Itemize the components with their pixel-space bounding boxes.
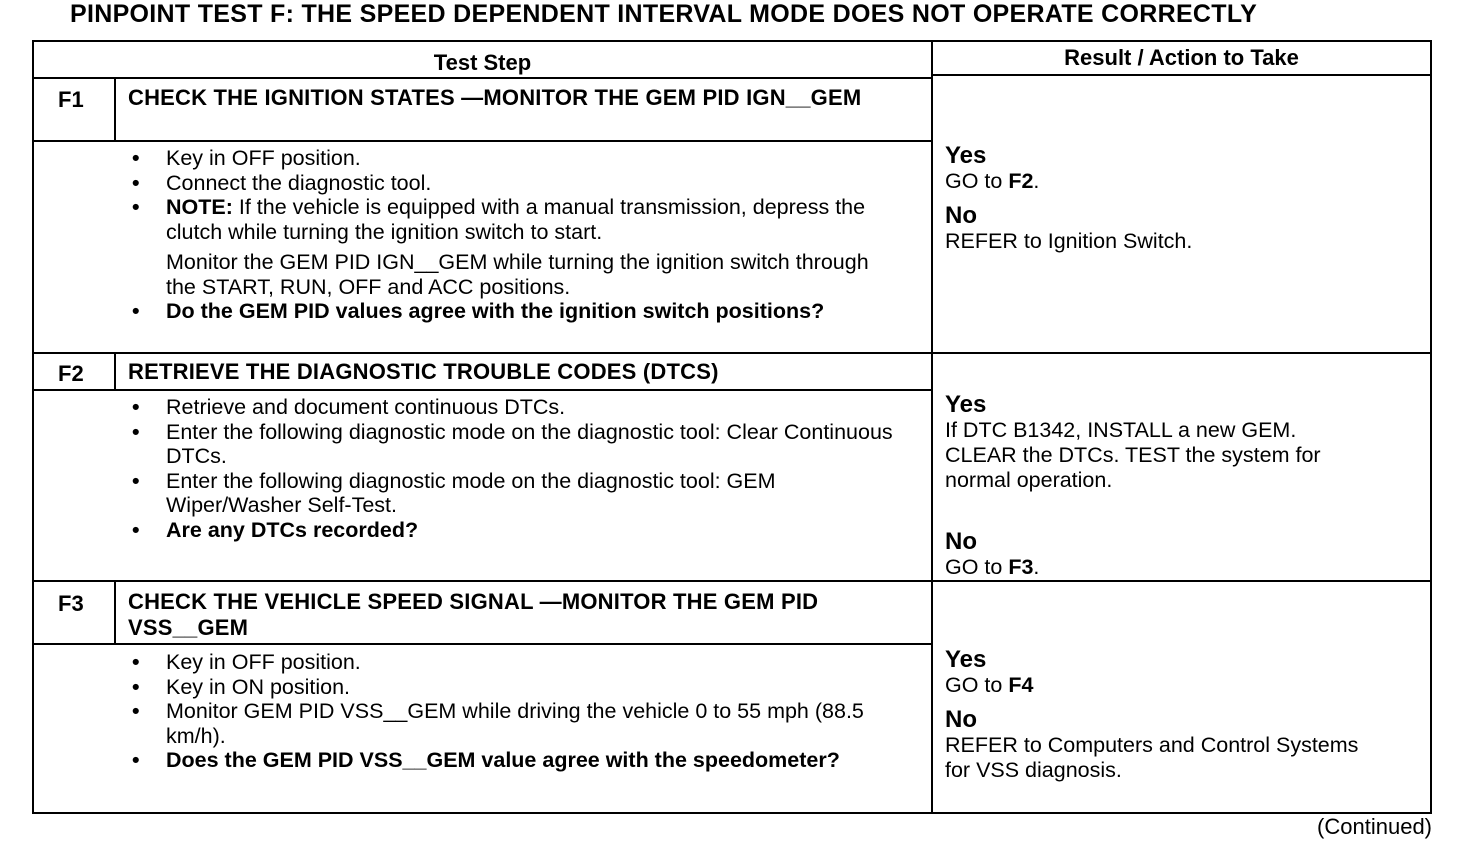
result-f3 bbox=[945, 646, 1385, 783]
id-divider-f1 bbox=[114, 78, 116, 140]
header-rule-right bbox=[932, 74, 1432, 76]
yes-action: GO to F2. bbox=[945, 169, 1040, 193]
result-f1 bbox=[945, 142, 1385, 254]
instruction-item: • Monitor GEM PID VSS__GEM while driving the vehicle 0 to 55 mph (88.5 km/h). bbox=[132, 699, 864, 748]
result-header: Result / Action to Take bbox=[1064, 45, 1299, 70]
no-action: REFER to Ignition Switch. bbox=[945, 229, 1193, 253]
header-rule bbox=[32, 77, 932, 79]
step-id-f2: F2 bbox=[58, 361, 84, 386]
f2-f3-separator bbox=[32, 580, 1432, 582]
result-f2 bbox=[945, 391, 1370, 580]
f1-title-rule bbox=[32, 140, 932, 142]
step-instructions-f2 bbox=[128, 395, 903, 542]
column-divider bbox=[931, 40, 933, 812]
f2-title-rule bbox=[32, 389, 932, 391]
yes-action: GO to F4 bbox=[945, 673, 1034, 697]
step-question: • Are any DTCs recorded? bbox=[132, 517, 419, 542]
step-instructions-f3 bbox=[128, 650, 898, 773]
no-action: REFER to Computers and Control Systems for VSS diagnosis. bbox=[945, 733, 1359, 782]
f3-title-rule bbox=[32, 643, 932, 645]
test-step-header: Test Step bbox=[433, 50, 532, 75]
instruction-item: • Enter the following diagnostic mode on the diagnostic tool: Clear Continuous DTCs. bbox=[132, 419, 893, 468]
id-divider-f2 bbox=[114, 353, 116, 389]
yes-action: If DTC B1342, INSTALL a new GEM. CLEAR the DTCs. TEST the system for normal operation. bbox=[945, 418, 1321, 492]
instruction-item: • Connect the diagnostic tool. bbox=[132, 170, 432, 195]
instruction-item: • Retrieve and document continuous DTCs. bbox=[132, 395, 566, 419]
step-title-f1: CHECK THE IGNITION STATES —MONITOR THE GEM PID IGN__GEM bbox=[128, 85, 862, 110]
f1-f2-separator bbox=[32, 352, 1432, 354]
step-title-f3: CHECK THE VEHICLE SPEED SIGNAL —MONITOR THE GEM PID VSS__GEM bbox=[128, 589, 819, 640]
instruction-item: • Key in OFF position. bbox=[132, 146, 361, 170]
step-question: • Do the GEM PID values agree with the ignition switch positions? bbox=[132, 299, 825, 323]
page-title: PINPOINT TEST F: THE SPEED DEPENDENT INTERVAL MODE DOES NOT OPERATE CORRECTLY bbox=[70, 0, 1258, 28]
step-id-f3: F3 bbox=[58, 591, 84, 616]
instruction-item: • Key in ON position. bbox=[132, 674, 351, 699]
no-label: No bbox=[945, 706, 977, 733]
instruction-item: • Enter the following diagnostic mode on the diagnostic tool: GEM Wiper/Washer Self-Test. bbox=[132, 468, 776, 517]
note-label: NOTE: bbox=[166, 195, 233, 219]
step-title-f2: RETRIEVE THE DIAGNOSTIC TROUBLE CODES (DTCS) bbox=[128, 359, 719, 384]
instruction-continuation: Monitor the GEM PID IGN__GEM while turning the ignition switch through the START, RUN, OFF and ACC positions. bbox=[166, 250, 869, 299]
step-id-f1: F1 bbox=[58, 87, 84, 112]
continued-note: (Continued) bbox=[1317, 814, 1432, 839]
instruction-item: • Key in OFF position. bbox=[132, 650, 361, 674]
id-divider-f3 bbox=[114, 582, 116, 644]
step-instructions-f1 bbox=[128, 146, 898, 324]
instruction-item: • NOTE: If the vehicle is equipped with a manual transmission, depress the clutch while turning the ignition switch to start. bbox=[132, 195, 866, 244]
no-label: No bbox=[945, 528, 977, 555]
step-question: • Does the GEM PID VSS__GEM value agree with the speedometer? bbox=[132, 748, 840, 772]
no-label: No bbox=[945, 202, 977, 229]
yes-label: Yes bbox=[945, 646, 987, 673]
no-action: GO to F3. bbox=[945, 555, 1040, 579]
yes-label: Yes bbox=[945, 142, 987, 169]
yes-label: Yes bbox=[945, 391, 987, 418]
